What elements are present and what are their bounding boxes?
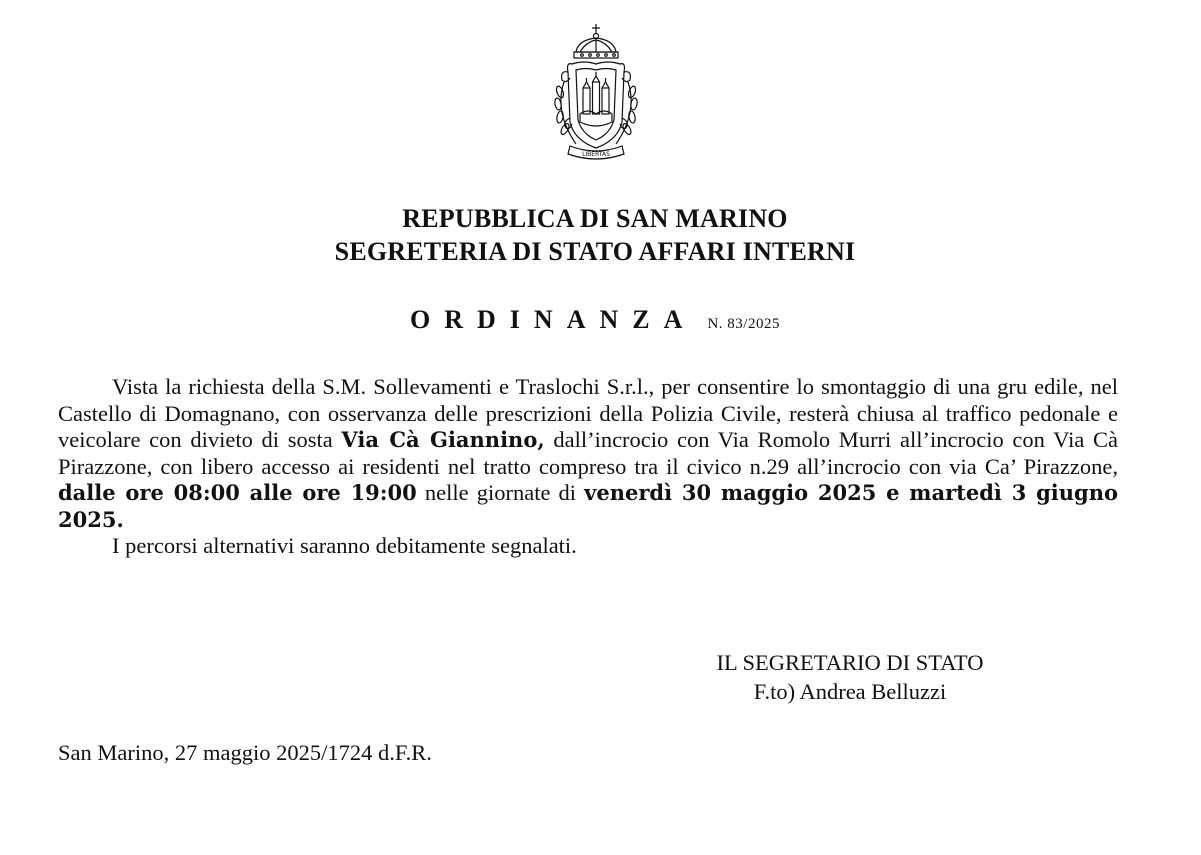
- ordinance-paragraph-detour: I percorsi alternativi saranno debitamente segnalati.: [112, 533, 577, 558]
- street-name: Via Cà Giannino,: [341, 427, 545, 452]
- header-republic: REPUBBLICA DI SAN MARINO: [402, 204, 788, 233]
- time-range: dalle ore 08:00 alle ore 19:00: [58, 480, 417, 505]
- body-text-segment: Vista la richiesta della S.M. Sollevamenti e Traslochi S.r.l., per consentire lo smontaggio di una gru edile, nel Castello di Domagnano, con osservanza delle prescrizioni della Polizia Civile, resterà chiusa al traffico pedonale e veicolare con divieto di sosta: [58, 374, 1118, 452]
- signature-block: [600, 648, 1100, 706]
- emblem-motto: LIBERTAS: [582, 151, 610, 158]
- closure-dates: venerdì 30 maggio 2025 e martedì 3 giugno 2025.: [58, 480, 1118, 532]
- ordinance-paragraph-main: [58, 374, 1118, 533]
- ordinanza-number: N. 83/2025: [707, 316, 780, 332]
- ordinanza-heading: [0, 305, 1190, 335]
- signatory-name: F.to) Andrea Belluzzi: [753, 679, 947, 704]
- san-marino-emblem-icon: [536, 22, 656, 167]
- ordinance-body: [58, 374, 1118, 560]
- signatory-title: IL SEGRETARIO DI STATO: [716, 650, 984, 675]
- body-text-segment: nelle giornate di: [416, 480, 585, 505]
- header-secretariat: SEGRETERIA DI STATO AFFARI INTERNI: [334, 237, 856, 266]
- document-date: San Marino, 27 maggio 2025/1724 d.F.R.: [58, 740, 432, 765]
- body-text-segment: dall’incrocio con Via Romolo Murri all’incrocio con Via Cà Pirazzone, con libero accesso ai residenti nel tratto compreso tra il civico n.29 all’incrocio con via Ca’ Pirazzone,: [58, 427, 1119, 479]
- ordinanza-title: ORDINANZA: [410, 305, 697, 334]
- document-header: [0, 202, 1190, 268]
